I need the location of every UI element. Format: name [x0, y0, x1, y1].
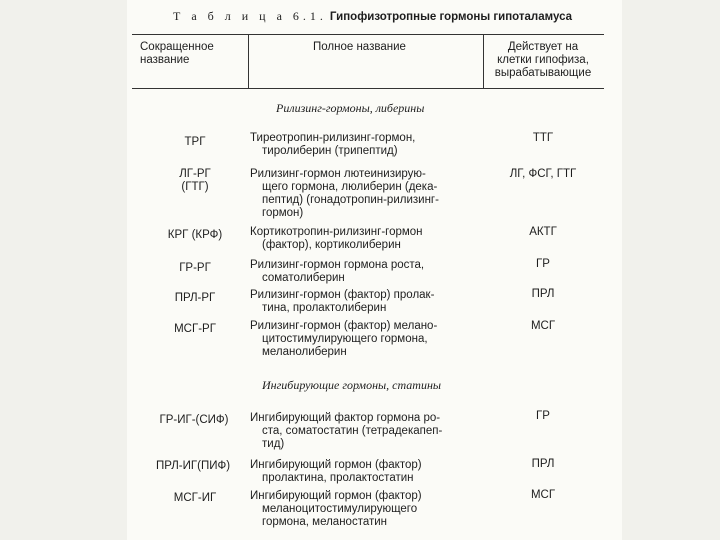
- row-grig-full-line-3: тид): [262, 438, 285, 450]
- row-msgrg-full-name: [250, 320, 437, 359]
- row-trg-full-name: [250, 132, 415, 158]
- row-grrg-target: ГР: [536, 258, 550, 270]
- row-trg-full-line-2: тиролиберин (трипептид): [262, 145, 398, 157]
- row-grig-target: ГР: [536, 410, 550, 422]
- row-msgrg-full-line-3: меланолиберин: [262, 346, 347, 358]
- row-lgrg-abbr-line-2: (ГТГ): [181, 181, 209, 193]
- row-lgrg-full-line-3: пептид) (гонадотропин-рилизинг-: [262, 194, 439, 206]
- row-trg-full-line-1: Тиреотропин-рилизинг-гормон,: [250, 132, 416, 144]
- row-lgrg-full-line-4: гормон): [262, 207, 304, 219]
- row-msgrg-abbr-line: МСГ-РГ: [174, 323, 216, 335]
- caption-text: Гипофизотропные гормоны гипоталамуса: [329, 11, 573, 23]
- row-lgrg-full-line-2: щего гормона, люлиберин (дека-: [262, 181, 438, 193]
- row-prlrg-target: ПРЛ: [531, 288, 555, 300]
- row-grig-full-name: [250, 412, 442, 451]
- row-trg-abbr-line: ТРГ: [184, 136, 206, 148]
- row-lgrg-full-name: [250, 168, 439, 220]
- row-grrg-full-name: [250, 259, 424, 285]
- header-abbreviation-line-2: название: [140, 54, 190, 66]
- caption-label: Т а б л и ц а 6.1.: [173, 9, 327, 23]
- row-lgrg-full-line-1: Рилизинг-гормон лютеинизирую-: [250, 168, 426, 180]
- header-target-cells-line-3: вырабатывающие: [494, 67, 592, 79]
- row-grrg-abbr-line: ГР-РГ: [179, 262, 211, 274]
- section-releasing-hormones: Рилизинг-гормоны, либерины: [276, 101, 425, 115]
- row-prlig-full-line-1: Ингибирующий гормон (фактор): [250, 459, 422, 471]
- row-grig-full-line-1: Ингибирующий фактор гормона ро-: [250, 412, 441, 424]
- row-msgig-full-name: [250, 490, 422, 529]
- row-msgig-abbr: [145, 492, 245, 505]
- row-prlrg-full-line-2: тина, пролактолиберин: [262, 302, 387, 314]
- header-target-cells: [487, 41, 599, 80]
- header-abbreviation-line-1: Сокращенное: [140, 41, 214, 53]
- scanned-page: [127, 0, 622, 540]
- row-krg-abbr: [145, 229, 245, 242]
- row-lgrg-abbr: [145, 168, 245, 194]
- header-target-cells-line-1: Действует на: [507, 41, 579, 53]
- header-bottom-rule: [132, 88, 604, 89]
- header-target-cells-line-2: клетки гипофиза,: [497, 54, 589, 66]
- row-trg-target: ТТГ: [532, 132, 554, 144]
- row-krg-full-line-2: (фактор), кортиколиберин: [262, 239, 401, 251]
- row-lgrg-abbr-line-1: ЛГ-РГ: [179, 168, 211, 180]
- row-msgig-full-line-2: меланоцитостимулирующего: [262, 503, 418, 515]
- row-grig-abbr: [140, 414, 248, 427]
- row-msgig-full-line-3: гормона, меланостатин: [262, 516, 388, 528]
- row-msgrg-target: МСГ: [530, 320, 556, 332]
- section-inhibiting-hormones: Ингибирующие гормоны, статины: [262, 378, 442, 392]
- row-krg-abbr-line: КРГ (КРФ): [167, 229, 223, 241]
- row-grrg-full-line-2: соматолиберин: [262, 272, 345, 284]
- row-krg-full-name: [250, 226, 423, 252]
- header-abbreviation: [140, 41, 214, 67]
- table-caption: [173, 9, 572, 24]
- row-msgrg-full-line-1: Рилизинг-гормон (фактор) мелано-: [250, 320, 438, 332]
- row-prlig-abbr: [137, 460, 249, 473]
- row-krg-full-line-1: Кортикотропин-рилизинг-гормон: [250, 226, 423, 238]
- row-msgig-target: МСГ: [530, 489, 556, 501]
- table-top-rule: [132, 34, 604, 35]
- row-lgrg-target: ЛГ, ФСГ, ГТГ: [509, 168, 577, 180]
- row-prlig-target: ПРЛ: [531, 458, 555, 470]
- row-msgrg-abbr: [145, 323, 245, 336]
- row-prlrg-abbr: [145, 292, 245, 305]
- row-msgig-full-line-1: Ингибирующий гормон (фактор): [250, 490, 422, 502]
- row-prlig-full-line-2: пролактина, пролактостатин: [262, 472, 414, 484]
- header-full-name: Полное название: [313, 41, 406, 53]
- row-prlrg-full-name: [250, 289, 434, 315]
- row-msgig-abbr-line: МСГ-ИГ: [173, 492, 217, 504]
- column-divider-2: [483, 34, 484, 88]
- column-divider-1: [248, 34, 249, 88]
- row-prlig-full-name: [250, 459, 422, 485]
- row-grig-abbr-line: ГР-ИГ-(СИФ): [159, 414, 229, 426]
- row-krg-target: АКТГ: [529, 226, 557, 238]
- row-prlrg-abbr-line: ПРЛ-РГ: [174, 292, 216, 304]
- row-grrg-abbr: [145, 262, 245, 275]
- row-trg-abbr: [145, 136, 245, 149]
- row-grig-full-line-2: ста, соматостатин (тетрадекапеп-: [262, 425, 443, 437]
- row-grrg-full-line-1: Рилизинг-гормон гормона роста,: [250, 259, 425, 271]
- row-msgrg-full-line-2: цитостимулирующего гормона,: [262, 333, 428, 345]
- row-prlig-abbr-line: ПРЛ-ИГ(ПИФ): [155, 460, 231, 472]
- row-prlrg-full-line-1: Рилизинг-гормон (фактор) пролак-: [250, 289, 435, 301]
